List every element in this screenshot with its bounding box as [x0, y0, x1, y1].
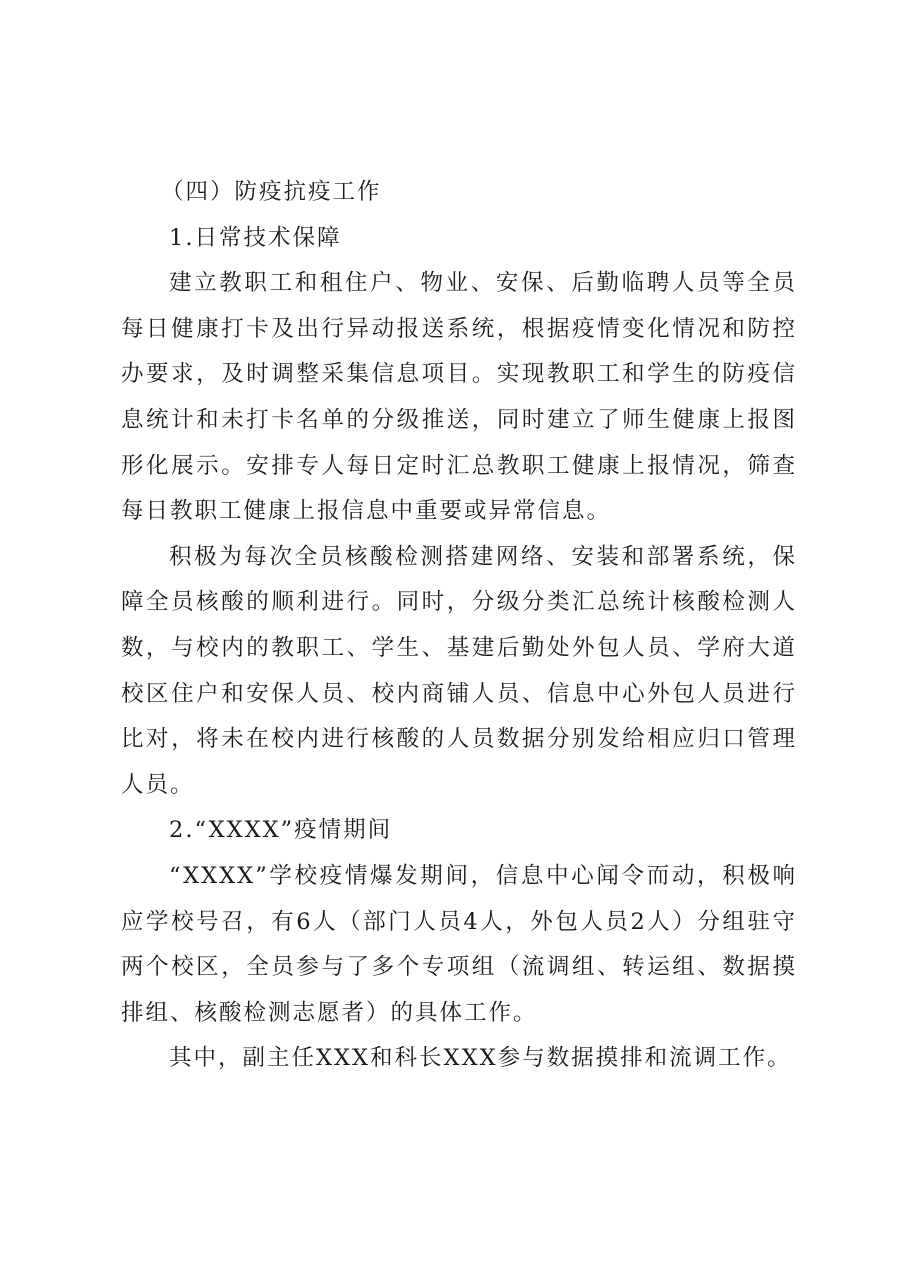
subheading-epidemic-period: 2.“XXXX”疫情期间	[169, 817, 393, 844]
section-heading: （四）防疫抗疫工作	[161, 179, 382, 205]
subheading-daily-tech-support: 1.日常技术保障	[169, 224, 342, 251]
paragraph-epidemic-response: “XXXX”学校疫情爆发期间，信息中心闻令而动，积极响应学校号召，有6人（部门人员4人，外包人员2人）分组驻守两个校区，全员参与了多个专项组（流调组、转运组、数据摸排组、核酸检测志愿者）的具体工作。	[121, 862, 797, 1026]
paragraph-nucleic-acid-testing: 积极为每次全员核酸检测搭建网络、安装和部署系统，保障全员核酸的顺利进行。同时，分级分类汇总统计核酸检测人数，与校内的教职工、学生、基建后勤处外包人员、学府大道校区住户和安保人员、校内商铺人员、信息中心外包人员进行比对，将未在校内进行核酸的人员数据分别发给相应归口管理人员。	[121, 543, 797, 798]
paragraph-health-reporting: 建立教职工和租住户、物业、安保、后勤临聘人员等全员每日健康打卡及出行异动报送系统，根据疫情变化情况和防控办要求，及时调整采集信息项目。实现教职工和学生的防疫信息统计和未打卡名单的分级推送，同时建立了师生健康上报图形化展示。安排专人每日定时汇总教职工健康上报情况，筛查每日教职工健康上报信息中重要或异常信息。	[121, 270, 797, 525]
paragraph-staff-participation: 其中，副主任XXX和科长XXX参与数据摸排和流调工作。	[169, 1045, 792, 1072]
document-page	[121, 170, 797, 1082]
